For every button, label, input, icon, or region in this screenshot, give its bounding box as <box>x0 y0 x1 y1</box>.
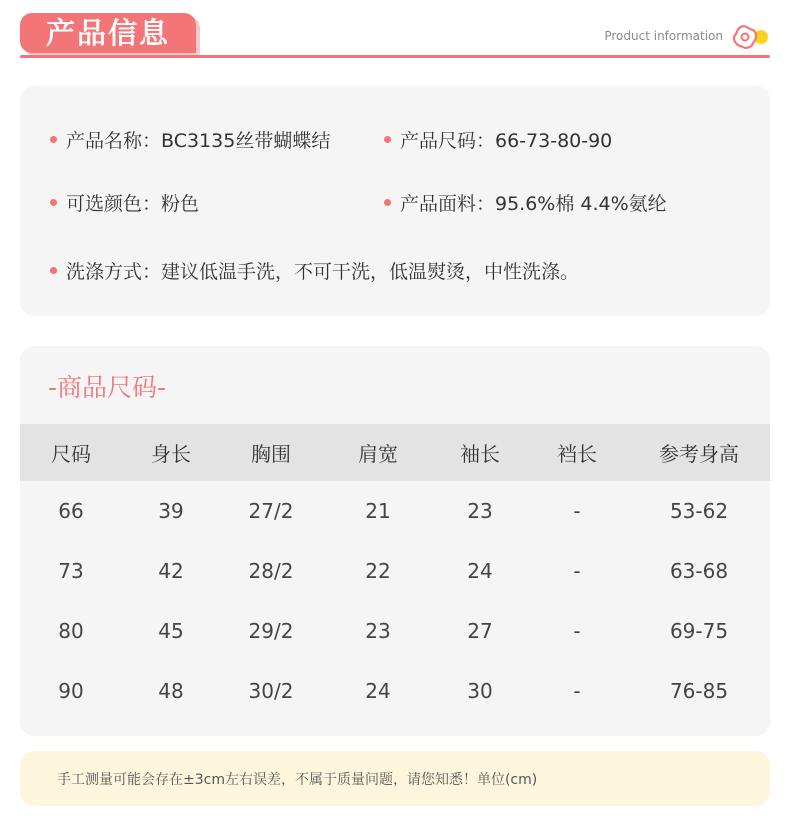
info-product-color-text: 可选颜色：粉色 <box>66 193 200 215</box>
cell-chest: 30/2 <box>248 679 294 703</box>
cell-ref-height: 76-85 <box>669 679 729 703</box>
cell-ref-height: 53-62 <box>669 499 729 523</box>
cell-sleeve: 24 <box>467 559 493 583</box>
header-shoulder: 肩宽 <box>322 424 434 481</box>
cell-size: 90 <box>58 679 84 703</box>
cell-shoulder: 21 <box>365 499 391 523</box>
table-row <box>20 601 770 661</box>
measurement-note <box>20 751 770 806</box>
size-table <box>20 424 770 721</box>
product-info-card <box>20 86 770 316</box>
flower-icon <box>730 22 772 52</box>
header-ref-height: 参考身高 <box>628 424 770 481</box>
info-product-fabric <box>384 189 667 216</box>
section-header <box>0 0 790 66</box>
cell-chest: 28/2 <box>248 559 294 583</box>
table-row <box>20 661 770 721</box>
bullet-dot <box>50 267 57 274</box>
bullet-dot <box>384 136 391 143</box>
header-chest: 胸围 <box>220 424 322 481</box>
cell-ref-height: 63-68 <box>669 559 729 583</box>
header-crotch: 裆长 <box>526 424 628 481</box>
page-title: 产品信息 <box>46 16 171 50</box>
info-washing-method-text: 洗涤方式：建议低温手洗，不可干洗，低温熨烫，中性洗涤。 <box>66 261 580 283</box>
title-tab <box>20 13 196 53</box>
bullet-dot <box>384 199 391 206</box>
cell-ref-height: 69-75 <box>669 619 729 643</box>
info-product-name-text: 产品名称：BC3135丝带蝴蝶结 <box>66 130 331 152</box>
size-chart-card <box>20 346 770 736</box>
bullet-dot <box>50 199 57 206</box>
cell-sleeve: 27 <box>467 619 493 643</box>
header-subtitle: Product information <box>604 29 723 43</box>
table-row <box>20 541 770 601</box>
cell-shoulder: 24 <box>365 679 391 703</box>
table-header-row <box>20 424 770 481</box>
measurement-note-text: 手工测量可能会存在±3cm左右误差，不属于质量问题，请您知悉！单位(cm) <box>57 772 538 788</box>
header-divider <box>20 55 770 58</box>
cell-sleeve: 23 <box>467 499 493 523</box>
info-washing-method <box>50 257 579 284</box>
cell-shoulder: 23 <box>365 619 391 643</box>
header-length: 身长 <box>122 424 220 481</box>
info-product-color <box>50 189 199 216</box>
cell-sleeve: 30 <box>467 679 493 703</box>
size-chart-title: -商品尺码- <box>48 373 167 402</box>
cell-crotch: - <box>573 619 581 643</box>
cell-size: 66 <box>58 499 84 523</box>
info-product-fabric-text: 产品面料：95.6%棉 4.4%氨纶 <box>400 193 667 215</box>
info-product-size <box>384 126 612 153</box>
cell-size: 80 <box>58 619 84 643</box>
info-product-name <box>50 126 330 153</box>
cell-length: 42 <box>158 559 184 583</box>
bullet-dot <box>50 136 57 143</box>
table-row <box>20 481 770 541</box>
cell-crotch: - <box>573 559 581 583</box>
cell-crotch: - <box>573 679 581 703</box>
info-product-size-text: 产品尺码：66-73-80-90 <box>400 130 613 152</box>
header-size: 尺码 <box>20 424 122 481</box>
cell-length: 39 <box>158 499 184 523</box>
cell-shoulder: 22 <box>365 559 391 583</box>
cell-length: 48 <box>158 679 184 703</box>
cell-chest: 27/2 <box>248 499 294 523</box>
cell-chest: 29/2 <box>248 619 294 643</box>
header-sleeve: 袖长 <box>434 424 526 481</box>
cell-length: 45 <box>158 619 184 643</box>
cell-size: 73 <box>58 559 84 583</box>
cell-crotch: - <box>573 499 581 523</box>
